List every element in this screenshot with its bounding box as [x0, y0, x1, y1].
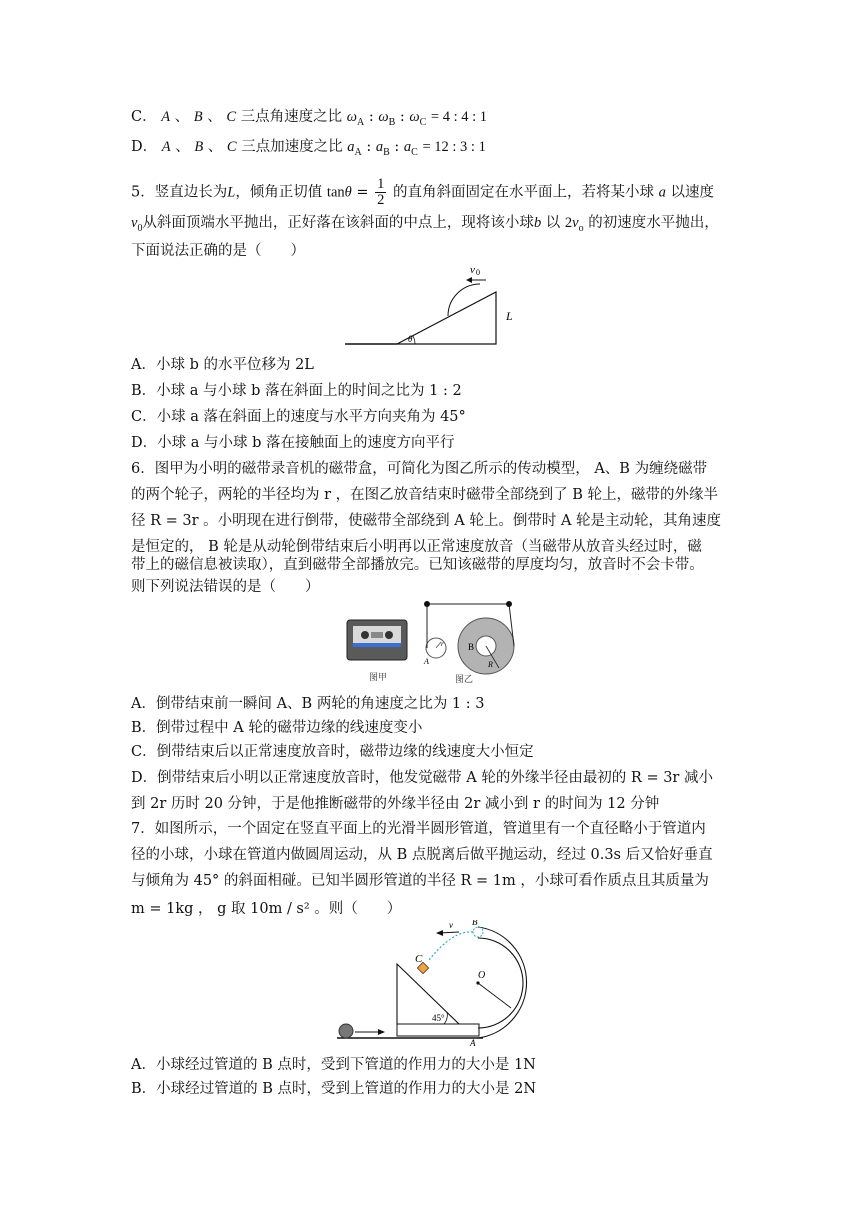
q6-stem-line5: 带上的磁信息被读取），直到磁带全部播放完。已知该磁带的厚度均匀，放音时不会卡带。: [131, 557, 704, 573]
q7-option-b: B．小球经过管道的 B 点时，受到上管道的作用力的大小是 2N: [131, 1081, 537, 1097]
q5-stem-line2: $v_0$从斜面顶端水平抛出，正好落在该斜面的中点上，现将该小球b 以 $2v_o$ 的初速度水平抛出，: [131, 215, 719, 234]
q7-stem-line2: 径的小球，小球在管道内做圆周运动，从 B 点脱离后做平抛运动，经过 0.3s 后又恰好垂直: [131, 847, 713, 863]
q6-option-a: A．倒带结束前一瞬间 A、B 两轮的角速度之比为 1 : 3: [131, 696, 485, 712]
text: 的直角斜面固定在水平面上，若将某小球: [393, 184, 654, 201]
option-letter: D．: [131, 139, 158, 155]
svg-text:A: A: [424, 657, 429, 666]
q5-option-b: B．小球 a 与小球 b 落在斜面上的时间之比为 1 : 2: [131, 383, 462, 399]
text: 5．竖直边长为: [131, 184, 228, 201]
tape-model: [423, 601, 514, 674]
svg-text:R: R: [488, 660, 493, 669]
q7-stem-line3: 与倾角为 45° 的斜面相碰。已知半圆形管道的半径 R = 1m ，小球可看作质点且其质量为: [131, 873, 709, 889]
svg-text:v: v: [470, 264, 475, 276]
q4-option-d: D． A 、 B 、 C 三点加速度之比 $a_A$ : $a_B$ : $a_C = 12$ : 3 : 1: [131, 139, 486, 158]
q5-stem-line1: 5．竖直边长为L，倾角正切值 tanθ = $\frac{1}{2}$ 的直角斜面固定在水平面上，若将某小球 a 以速度: [131, 176, 714, 208]
q5-stem-line3: 下面说法正确的是（ ）: [131, 243, 305, 259]
svg-text:45°: 45°: [432, 1013, 445, 1023]
text: 以速度: [670, 184, 714, 201]
svg-text:v: v: [449, 920, 453, 930]
q5-option-a: A．小球 b 的水平位移为 2L: [131, 357, 314, 373]
q7-stem-line4: m = 1kg ， g 取 10m / s² 。则（ ）: [131, 901, 402, 917]
q6-option-d-line1: D．倒带结束后小明以正常速度放音时，他发觉磁带 A 轮的外缘半径由最初的 R = 3r 减小: [131, 770, 713, 786]
svg-text:L: L: [506, 309, 513, 323]
q6-stem-line6: 则下列说法错误的是（ ）: [131, 579, 320, 595]
svg-text:A: A: [470, 1038, 476, 1048]
ratio-value: = 4 : 4 : 1: [430, 109, 488, 125]
svg-text:C: C: [415, 953, 423, 965]
q6-stem-line2: 的两个轮子，两轮的半径均为 r ，在图乙放音结束时磁带全部绕到了 B 轮上，磁带的外缘半: [131, 487, 719, 503]
q6-option-d-line2: 到 2r 历时 20 分钟，于是他推断磁带的外缘半径由 2r 减小到 r 的时间为 12 分钟: [131, 796, 660, 812]
figure-label-a: 图甲: [369, 672, 388, 682]
option-letter: C．: [131, 109, 157, 125]
q7-option-a: A．小球经过管道的 B 点时，受到下管道的作用力的大小是 1N: [131, 1057, 536, 1073]
q7-stem-line1: 7．如图所示，一个固定在竖直平面上的光滑半圆形管道，管道里有一个直径略小于管道内: [131, 821, 706, 837]
q6-option-b: B．倒带过程中 A 轮的磁带边缘的线速度变小: [131, 720, 423, 736]
svg-text:B: B: [472, 920, 478, 927]
fraction-one-half: $\frac{1}{2}$: [377, 176, 385, 208]
pipe-figure: [333, 920, 543, 1050]
q5-option-d: D．小球 a 与小球 b 落在接触面上的速度方向平行: [131, 435, 455, 451]
q6-stem-line1: 6．图甲为小明的磁带录音机的磁带盒，可简化为图乙所示的传动模型， A、B 为缠绕磁带: [131, 461, 708, 477]
svg-text:O: O: [478, 970, 486, 981]
q6-stem-line4: 是恒定的， B 轮是从动轮倒带结束后小明再以正常速度放音（当磁带从放音头经过时，磁: [131, 539, 702, 555]
text: ，倾角正切值: [235, 184, 323, 201]
option-text: 三点角速度之比: [240, 109, 343, 125]
incline-figure: [340, 260, 540, 350]
svg-text:r: r: [441, 640, 444, 648]
q5-option-c: C．小球 a 落在斜面上的速度与水平方向夹角为 45°: [131, 409, 466, 425]
q6-option-c: C．倒带结束后以正常速度放音时，磁带边缘的线速度大小恒定: [131, 744, 534, 760]
option-text: 三点加速度之比: [241, 139, 343, 155]
text: 的初速度水平抛出，: [588, 215, 719, 231]
text: 从斜面顶端水平抛出，正好落在该斜面的中点上，现将该小球: [142, 215, 534, 231]
cassette-photo: [347, 620, 407, 660]
cassette-figure: [343, 598, 523, 686]
svg-text:θ: θ: [408, 334, 413, 344]
q6-stem-line3: 径 R = 3r 。小明现在进行倒带，使磁带全部绕到 A 轮上。倒带时 A 轮是主动轮，其角速度: [131, 513, 722, 529]
ratio-value: = 12 : 3 : 1: [422, 139, 486, 155]
figure-label-b: 图乙: [455, 674, 474, 684]
text: 以: [545, 215, 561, 231]
svg-text:B: B: [468, 642, 475, 652]
q4-option-c: C． A 、 B 、 C 三点角速度之比 $\omega_A$ : $\omega_B$ : $\omega_C = 4$ : 4 : 1: [131, 109, 488, 128]
svg-text:0: 0: [476, 268, 480, 277]
